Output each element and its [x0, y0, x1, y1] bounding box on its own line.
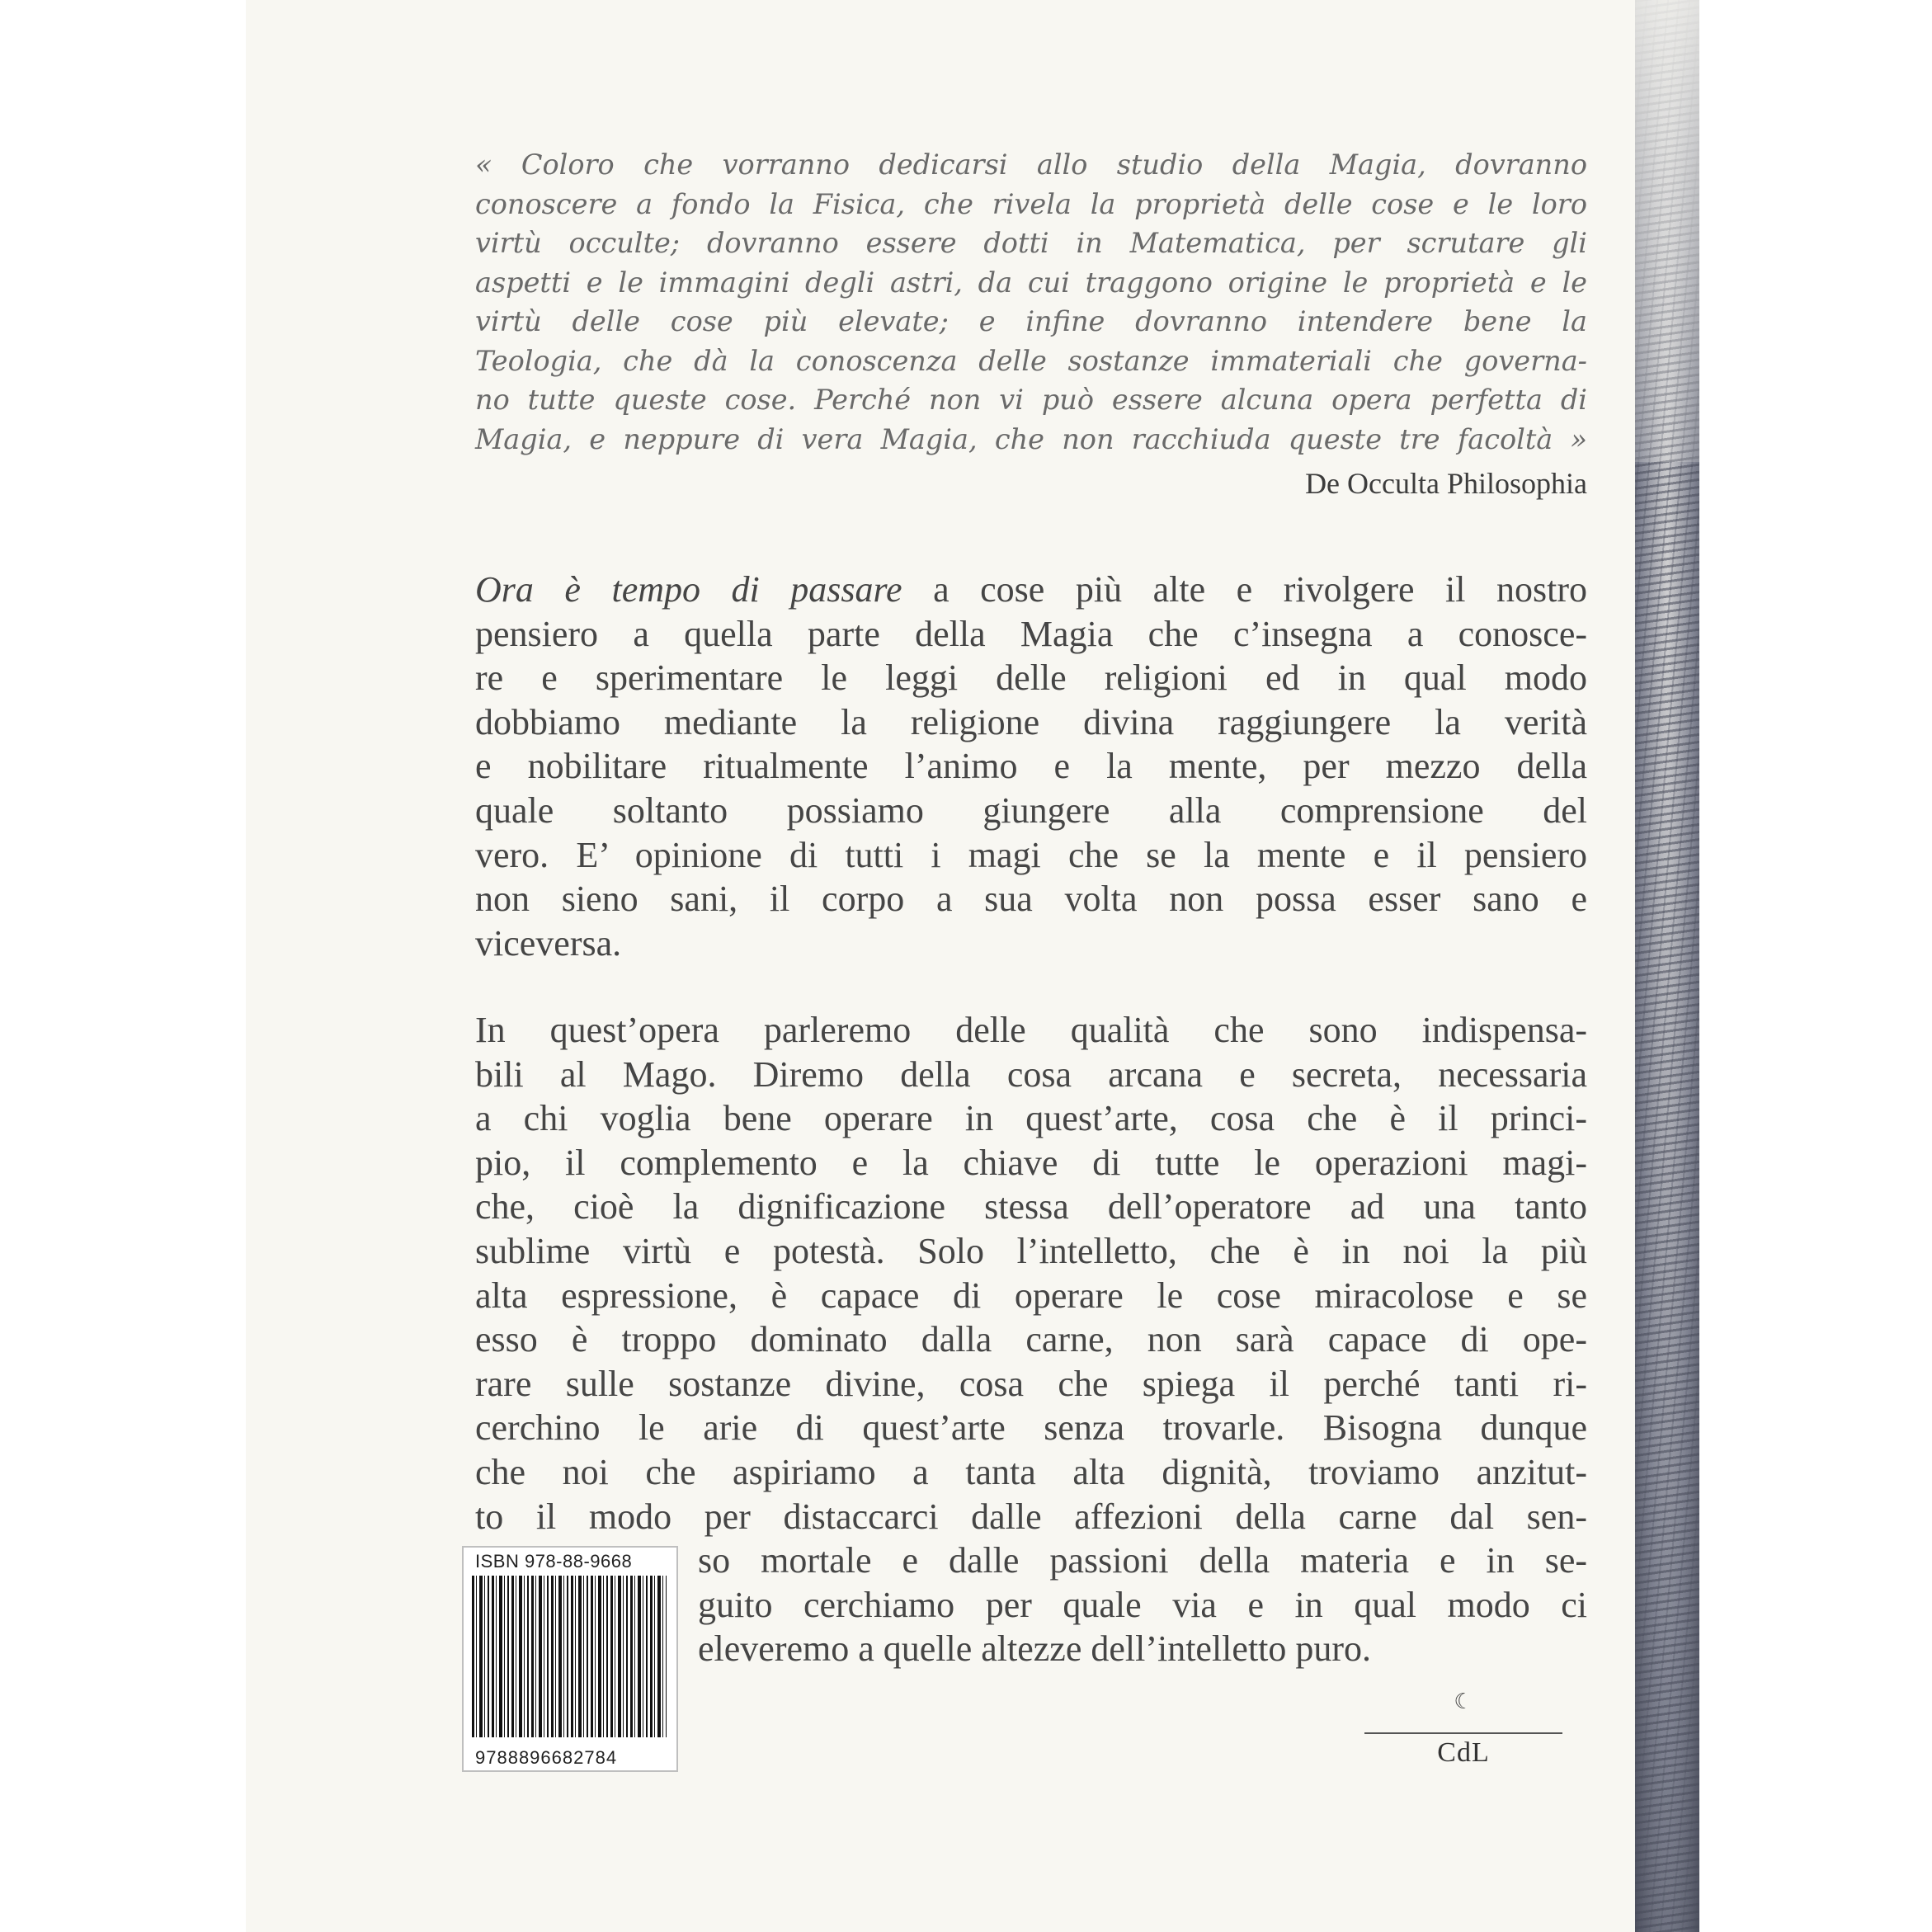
- engraving-illustration-strip: [1635, 0, 1699, 1932]
- paragraph-line: bili al Mago. Diremo della cosa arcana e secreta, necessaria: [475, 1053, 1587, 1095]
- paragraph-line: [475, 568, 1587, 612]
- paragraph-line: non sieno sani, il corpo a sua volta non possa esser sano e: [475, 879, 1587, 920]
- paragraph-lead-rest: a cose più alte e rivolgere il nostro: [902, 569, 1588, 610]
- paragraph-line: to il modo per distaccarci dalle affezioni della carne dal sen-: [475, 1496, 1587, 1537]
- paragraph-line: vero. E’ opinione di tutti i magi che se la mente e il pensiero: [475, 834, 1587, 875]
- paragraph-line: a chi voglia bene operare in quest’arte, cosa che è il princi-: [475, 1098, 1587, 1139]
- paragraph-lead-italic: Ora è tempo di passare: [475, 569, 902, 610]
- paragraph-line: so mortale e dalle passioni della materia e in se-: [698, 1540, 1587, 1581]
- paragraph-line: eleveremo a quelle altezze dell’intelletto puro.: [698, 1628, 1372, 1670]
- paragraph-line: re e sperimentare le leggi delle religioni ed in qual modo: [475, 657, 1587, 699]
- quote-line: conoscere a fondo la Fisica, che rivela la proprietà delle cose e le loro: [475, 187, 1587, 220]
- quote-source: De Occulta Philosophia: [1305, 467, 1587, 500]
- paragraph-line: quale soltanto possiamo giungere alla comprensione del: [475, 789, 1587, 831]
- paragraph-line: In quest’opera parleremo delle qualità che sono indispensa-: [475, 1010, 1587, 1050]
- ean-number: 9788896682784: [475, 1747, 618, 1768]
- quote-line: no tutte queste cose. Perché non vi può essere alcuna opera perfetta di: [475, 384, 1587, 416]
- quote-line: aspetti e le immagini degli astri, da cui traggono origine le proprietà e le: [475, 266, 1587, 299]
- paragraph-line: che, cioè la dignificazione stessa dell’operatore ad una tanto: [475, 1186, 1587, 1228]
- publisher-logo: [1364, 1689, 1562, 1780]
- paragraph-line: pensiero a quella parte della Magia che c’insegna a conosce-: [475, 613, 1587, 654]
- epigraph-quote: [475, 145, 1587, 459]
- paragraph-line: e nobilitare ritualmente l’animo e la mente, per mezzo della: [475, 746, 1587, 787]
- divider: [1364, 1732, 1562, 1734]
- paragraph-line: pio, il complemento e la chiave di tutte le operazioni magi-: [475, 1142, 1587, 1183]
- paragraph-line: guito cerchiamo per quale via e in qual modo ci: [698, 1584, 1587, 1625]
- isbn-barcode: [462, 1546, 678, 1772]
- paragraph-line: che noi che aspiriamo a tanta alta dignità, troviamo anzitut-: [475, 1451, 1587, 1492]
- quote-line: virtù delle cose più elevate; e infine dovranno intendere bene la: [475, 305, 1587, 337]
- isbn-label: ISBN 978-88-9668: [475, 1551, 633, 1572]
- barcode-icon: [472, 1576, 667, 1737]
- paragraph-line: cerchino le arie di quest’arte senza trovarle. Bisogna dunque: [475, 1407, 1587, 1449]
- quote-line: « Coloro che vorranno dedicarsi allo studio della Magia, dovranno: [475, 148, 1587, 181]
- paragraph-line: alta espressione, è capace di operare le cose miracolose e se: [475, 1275, 1587, 1316]
- quote-line: Magia, e neppure di vera Magia, che non racchiuda queste tre facoltà »: [475, 422, 1587, 455]
- paragraph-line: dobbiamo mediante la religione divina raggiungere la verità: [475, 701, 1587, 742]
- paragraph-line: rare sulle sostanze divine, cosa che spiega il perché tanti ri-: [475, 1363, 1587, 1404]
- paragraph-intro: [475, 568, 1587, 965]
- quote-line: Teologia, che dà la conoscenza delle sostanze immateriali che governa-: [475, 344, 1587, 377]
- moon-icon: ☾: [1454, 1689, 1473, 1714]
- quote-line: virtù occulte; dovranno essere dotti in Matematica, per scrutare gli: [475, 227, 1587, 259]
- paragraph-line: esso è troppo dominato dalla carne, non sarà capace di ope-: [475, 1319, 1587, 1360]
- paragraph-line: viceversa.: [475, 922, 622, 964]
- paragraph-line: sublime virtù e potestà. Solo l’intelletto, che è in noi la più: [475, 1230, 1587, 1271]
- publisher-name: CdL: [1437, 1737, 1490, 1768]
